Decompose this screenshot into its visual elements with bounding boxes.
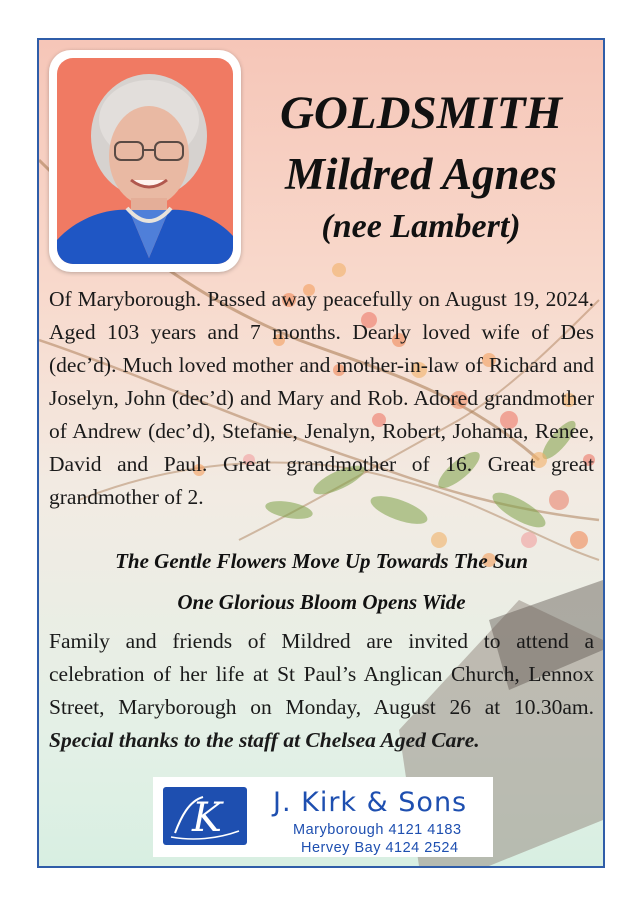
portrait-frame (49, 50, 241, 272)
notice-maiden-name: (nee Lambert) (321, 208, 521, 245)
funeral-director-name: J. Kirk & Sons (273, 787, 468, 818)
portrait-illustration (57, 58, 233, 264)
notice-surname: GOLDSMITH (279, 87, 563, 139)
notice-paragraph-1: Of Maryborough. Passed away peacefully on August 19, 2024. Aged 103 years and 7 months. Dearly loved wife of Des (dec’d). Much loved mother and mother-in-law of Richard and Joselyn, John (dec’d) and Mary and Rob. Adored grandmother of Andrew (dec’d), Stefanie, Jenalyn, Robert, Johanna, Renee, David and Paul. Great grandmother of 16. Great great grandmother of 2. (49, 287, 594, 509)
thanks-text: Special thanks to the staff at Chelsea Aged Care. (49, 728, 480, 752)
monogram-letter: K (192, 795, 222, 841)
notice-given-names: Mildred Agnes (284, 149, 558, 199)
portrait-photo (57, 58, 233, 264)
monogram-mark (163, 787, 247, 845)
notice-frame (37, 38, 605, 868)
k-monogram-logo (163, 787, 247, 845)
phone-maryborough: Maryborough 4121 4183 (293, 822, 462, 838)
verse-line-2: One Glorious Bloom Opens Wide (177, 590, 466, 614)
phone-hervey-bay: Hervey Bay 4124 2524 (301, 840, 459, 856)
notice-paragraph-2 (49, 625, 594, 757)
funeral-director-logo (153, 777, 493, 857)
service-details: Family and friends of Mildred are invited to attend a celebration of her life at St Paul’s Anglican Church, Lennox Street, Maryborough on Monday, August 26 at 10.30am. (49, 629, 594, 719)
verse-line-1: The Gentle Flowers Move Up Towards The Sun (115, 549, 528, 573)
